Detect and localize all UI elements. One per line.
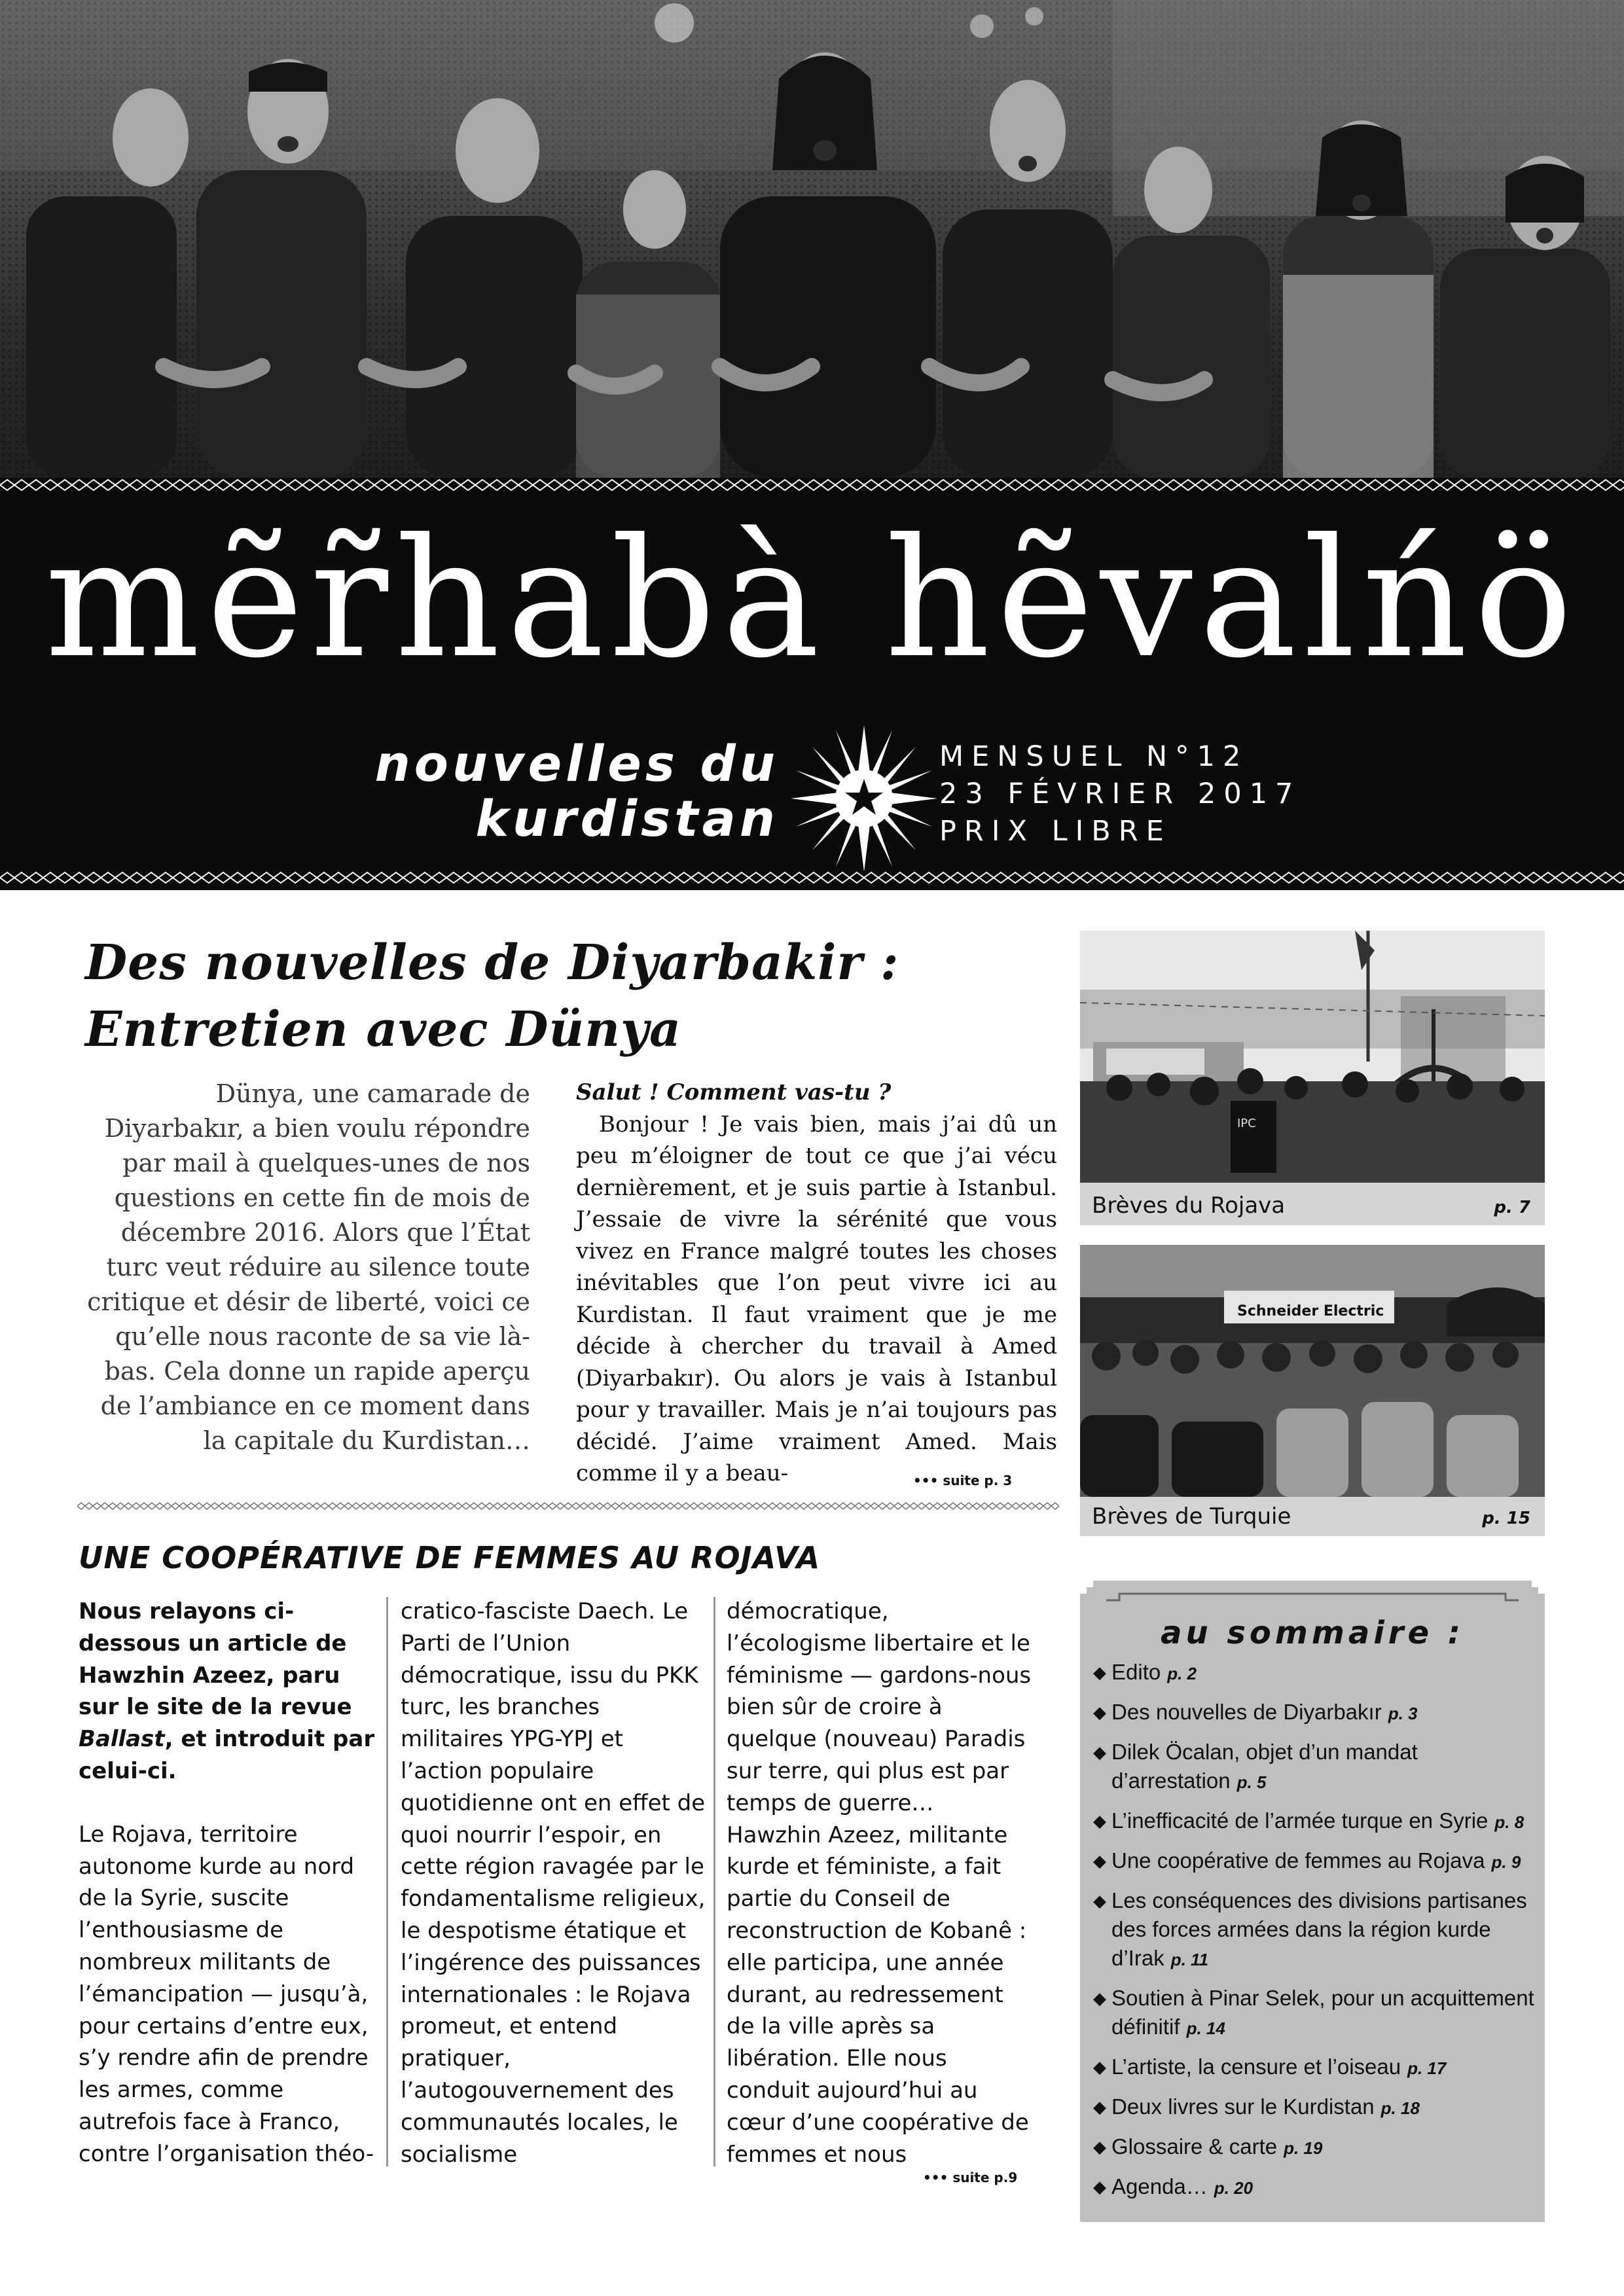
toc-item-page: p. 11 [1170, 1950, 1209, 1969]
toc-item[interactable] [1093, 1886, 1538, 1974]
toc-item-label: Une coopérative de femmes au Rojava [1111, 1848, 1485, 1873]
toc-item-page: p. 20 [1214, 2178, 1254, 2198]
diamond-bullet-icon: ◆ [1093, 1851, 1106, 1871]
toc-item-page: p. 5 [1236, 1772, 1267, 1792]
zigzag-border-bottom [0, 870, 1624, 885]
column-rule-2 [713, 1597, 715, 2166]
photo-caption-rojava: Brèves du Rojava [1092, 1193, 1286, 1219]
diamond-bullet-icon: ◆ [1093, 1811, 1106, 1831]
article2-continued-link[interactable]: ••• suite p.9 [923, 2170, 1018, 2185]
issue-info [939, 738, 1398, 850]
article1-headline [85, 929, 975, 1063]
diamond-bullet-icon: ◆ [1093, 2057, 1106, 2077]
toc-item-page: p. 3 [1388, 1704, 1418, 1723]
sidebar-photo-turquie[interactable] [1080, 1245, 1545, 1536]
toc-item-label: Les conséquences des divisions partisanes des forces armées dans la région kurde d’Irak [1111, 1888, 1527, 1970]
toc-item-label: Edito [1111, 1660, 1161, 1684]
newspaper-title: mẽr̃habà hẽvalńö [45, 503, 1579, 694]
article2-intro [79, 1596, 386, 1787]
cover-photo-protesters [0, 0, 1624, 478]
toc-item[interactable] [1093, 1806, 1538, 1837]
toc-item-page: p. 19 [1284, 2138, 1323, 2158]
article1-answer: Bonjour ! Je vais bien, mais j’ai dû un peu m’éloigner de tout ce que j’ai vécu dernièrement, et je suis partie à Istanbul. J’essaie de vivre la sérénité que vous vivez en France malgré toutes les choses inévitables que l’on peut vivre ici au Kurdistan. Il faut vraiment que je me décide à chercher du travail à Amed (Diyarbakır). Ou alors je vais à Istanbul pour y travailler. Mais je n’ai toujours pas décidé. J’aime vraiment Amed. Mais comme il y a beau- [576, 1111, 1057, 1486]
toc-item-page: p. 14 [1186, 2018, 1225, 2038]
diamond-bullet-icon: ◆ [1093, 2137, 1106, 2157]
toc-heading: au sommaire : [1161, 1615, 1464, 1651]
turquie-strike-illustration [1080, 1245, 1545, 1497]
article1-lead: Dünya, une camarade de Diyarbakır, a bien voulu répondre par mail à quelques-unes de nos questions en cette fin de mois de décembre 2016. Alors que l’État turc veut réduire au silence toute critique et désir de liberté, voici ce qu’elle nous raconte de sa vie là-bas. Cela donne un rapide aperçu de l’ambiance en ce moment dans la capitale du Kurdistan… [87, 1079, 530, 1455]
toc-item[interactable] [1093, 1984, 1538, 2043]
toc-ornament-frame [1080, 1581, 1545, 1620]
article2-intro-text-end: , et introduit par celui-ci. [79, 1726, 375, 1784]
toc-item-label: L’artiste, la censure et l’oiseau [1111, 2054, 1401, 2079]
star-sunburst-icon [789, 723, 939, 874]
subtitle-line-1: nouvelles du [374, 734, 779, 793]
diamond-bullet-icon: ◆ [1093, 1702, 1106, 1722]
toc-item-page: p. 17 [1407, 2058, 1447, 2078]
toc-item-page: p. 8 [1494, 1812, 1525, 1832]
column-rule-1 [386, 1597, 388, 2166]
issue-price: PRIX LIBRE [939, 815, 1172, 848]
photo-caption-turquie: Brèves de Turquie [1092, 1503, 1291, 1530]
article1-continued-link[interactable]: ••• suite p. 3 [913, 1473, 1013, 1488]
toc-item[interactable] [1093, 2053, 1538, 2083]
toc-item[interactable] [1093, 2132, 1538, 2162]
toc-item-label: Agenda… [1111, 2174, 1208, 2198]
diamond-bullet-icon: ◆ [1093, 1988, 1106, 2008]
article2-intro-text: Nous relayons ci-dessous un article de Hawzhin Azeez, paru sur le site de la revue [79, 1598, 352, 1721]
toc-item-label: L’inefficacité de l’armée turque en Syrie [1111, 1808, 1489, 1833]
toc-item-page: p. 9 [1491, 1852, 1521, 1872]
article1-body [576, 1077, 1057, 1490]
table-of-contents [1080, 1581, 1545, 2222]
toc-item[interactable] [1093, 1698, 1538, 1728]
protest-crowd-illustration [0, 0, 1624, 478]
sidebar-photo-rojava[interactable] [1080, 931, 1545, 1225]
toc-item[interactable] [1093, 1846, 1538, 1876]
toc-item[interactable] [1093, 1738, 1538, 1797]
ipc-sign-text: IPC [1237, 1117, 1256, 1130]
issue-date: 23 FÉVRIER 2017 [939, 778, 1301, 810]
issue-number: MENSUEL N°12 [939, 740, 1249, 773]
article2-col1-text: Le Rojava, territoire autonome kurde au nord de la Syrie, suscite l’enthousiasme de nombreux militants de l’émancipation — jusqu’à, pour certains d’entre eux, s’y rendre afin de prendre les armes, comme autrefois face à Franco, contre l’organisation théo- [79, 1821, 374, 2167]
diamond-bullet-icon: ◆ [1093, 1742, 1106, 1762]
article-divider [77, 1502, 1059, 1510]
photo-page-rojava: p. 7 [1494, 1198, 1530, 1217]
toc-item-label: Soutien à Pinar Selek, pour un acquittement définitif [1111, 1986, 1534, 2039]
toc-item-label: Glossaire & carte [1111, 2134, 1278, 2159]
toc-item[interactable] [1093, 2092, 1538, 2123]
toc-item-label: Deux livres sur le Kurdistan [1111, 2094, 1375, 2119]
article1-headline-line2: Entretien avec Dünya [85, 1001, 681, 1058]
diamond-bullet-icon: ◆ [1093, 2097, 1106, 2117]
article2-headline: UNE COOPÉRATIVE DE FEMMES AU ROJAVA [79, 1540, 821, 1575]
article1-question: Salut ! Comment vas-tu ? [576, 1079, 892, 1105]
article2-column-1 [79, 1596, 386, 2170]
newspaper-subtitle [360, 736, 779, 846]
diamond-bullet-icon: ◆ [1093, 2177, 1106, 2197]
subtitle-line-2: kurdistan [475, 789, 779, 848]
zigzag-border-top [0, 478, 1624, 492]
article2-column-2: cratico-fasciste Daech. Le Parti de l’Union démocratique, issu du PKK turc, les branches militaires YPG-YPJ et l’action populaire quotidienne ont en effet de quoi nourrir l’espoir, en cette région ravagée par le fondamentalisme religieux, le despotisme étatique et l’ingérence des puissances internationales : le Rojava promeut, et entend pratiquer, l’autogouvernement des communautés locales, le socialisme [401, 1598, 706, 2168]
toc-item[interactable] [1093, 2172, 1538, 2202]
diamond-bullet-icon: ◆ [1093, 1662, 1106, 1682]
toc-item-page: p. 2 [1167, 1664, 1197, 1683]
rojava-crowd-photo [1080, 931, 1545, 1183]
diamond-bullet-icon: ◆ [1093, 1891, 1106, 1910]
schneider-sign-text: Schneider Electric [1237, 1303, 1384, 1319]
article1-headline-line1: Des nouvelles de Diyarbakir : [85, 935, 899, 991]
article2-column-3: démocratique, l’écologisme libertaire et le féminisme — gardons-nous bien sûr de croire à quelque (nouveau) Paradis sur terre, qui plus est par temps de guerre… Hawzhin Azeez, militante kurde et féministe, a fait partie du Conseil de reconstruction de Kobanê : elle participa, une année durant, au redressement de la ville après sa libération. Elle nous conduit aujourd’hui au cœur d’une coopérative de femmes et nous [727, 1598, 1032, 2168]
toc-list [1093, 1658, 1538, 2212]
masthead-banner [0, 478, 1624, 890]
photo-page-turquie: p. 15 [1482, 1509, 1530, 1528]
turquie-strike-photo [1080, 1245, 1545, 1497]
rojava-crowd-illustration [1080, 931, 1545, 1183]
toc-item-label: Dilek Öcalan, objet d’un mandat d’arrestation [1111, 1740, 1418, 1793]
toc-item[interactable] [1093, 1658, 1538, 1688]
article2-intro-source: Ballast [79, 1726, 165, 1753]
toc-item-page: p. 18 [1380, 2098, 1420, 2118]
toc-item-label: Des nouvelles de Diyarbakır [1111, 1700, 1382, 1724]
